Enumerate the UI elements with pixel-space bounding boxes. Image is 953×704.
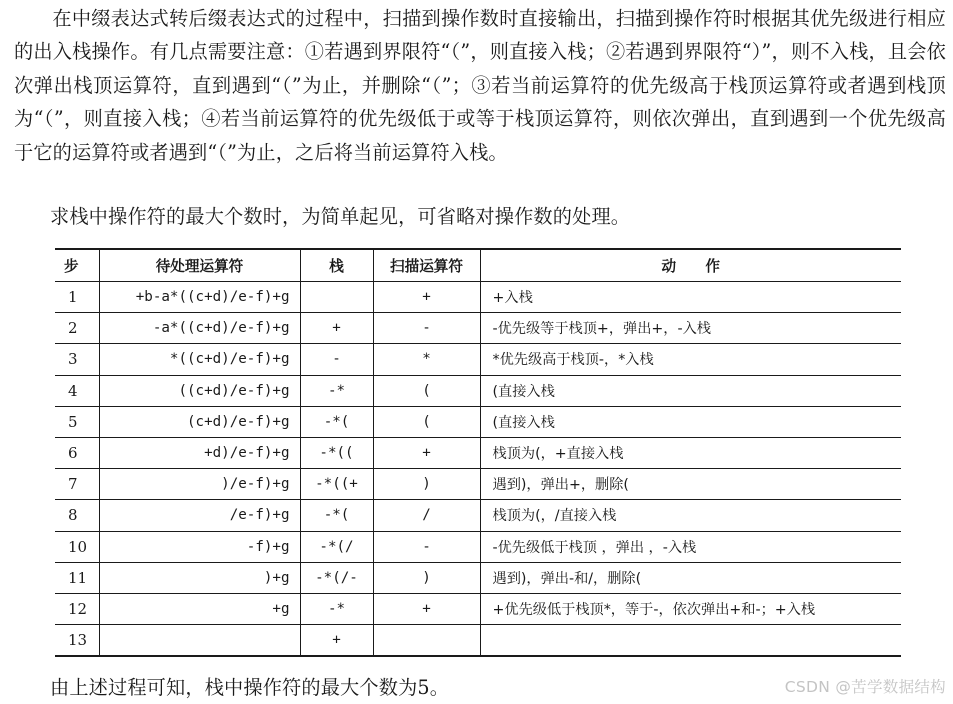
cell-action: 遇到)，弹出-和/，删除( <box>480 562 901 593</box>
cell-stack: -*( <box>300 406 373 437</box>
intro-text-block <box>14 2 946 169</box>
cell-action: (直接入栈 <box>480 375 901 406</box>
intro-paragraph: 在中缀表达式转后缀表达式的过程中，扫描到操作数时直接输出，扫描到操作符时根据其优先级进行相应的出入栈操作。有几点需要注意：①若遇到界限符“（”，则直接入栈；②若遇到界限符“）”，则不入栈，且会依次弹出栈顶运算符，直到遇到“（”为止，并删除“（”；③若当前运算符的优先级高于栈顶运算符或者遇到栈顶为“（”，则直接入栈；④若当前运算符的优先级低于或等于栈顶运算符，则依次弹出，直到遇到一个优先级高于它的运算符或者遇到“（”为止，之后将当前运算符入栈。 <box>14 7 946 164</box>
table-row <box>55 469 901 500</box>
cell-step: 3 <box>55 344 99 375</box>
cell-scanned-operator: ( <box>373 375 480 406</box>
cell-pending-operators: (c+d)/e-f)+g <box>99 406 300 437</box>
cell-action <box>480 625 901 657</box>
cell-pending-operators: +g <box>99 593 300 624</box>
cell-pending-operators: +d)/e-f)+g <box>99 437 300 468</box>
cell-action: -优先级等于栈顶+，弹出+，-入栈 <box>480 313 901 344</box>
cell-stack: -*( <box>300 500 373 531</box>
cell-stack: -*((+ <box>300 469 373 500</box>
cell-stack: -*(/ <box>300 531 373 562</box>
header-action: 动 作 <box>480 249 901 282</box>
cell-step: 12 <box>55 593 99 624</box>
cell-pending-operators: -f)+g <box>99 531 300 562</box>
table-row <box>55 313 901 344</box>
cell-pending-operators: ((c+d)/e-f)+g <box>99 375 300 406</box>
cell-action: -优先级低于栈顶 ，弹出 ，-入栈 <box>480 531 901 562</box>
source-watermark: CSDN @苦学数据结构 <box>784 678 946 696</box>
cell-step: 7 <box>55 469 99 500</box>
table-row <box>55 500 901 531</box>
cell-pending-operators: )/e-f)+g <box>99 469 300 500</box>
cell-action: +入栈 <box>480 282 901 313</box>
cell-action: (直接入栈 <box>480 406 901 437</box>
cell-action: 栈顶为(，/直接入栈 <box>480 500 901 531</box>
header-scanned-operator: 扫描运算符 <box>373 249 480 282</box>
cell-action: 遇到)，弹出+，删除( <box>480 469 901 500</box>
header-pending-operators: 待处理运算符 <box>99 249 300 282</box>
cell-scanned-operator: + <box>373 282 480 313</box>
cell-pending-operators: )+g <box>99 562 300 593</box>
cell-pending-operators: /e-f)+g <box>99 500 300 531</box>
header-stack: 栈 <box>300 249 373 282</box>
cell-step: 2 <box>55 313 99 344</box>
table-row <box>55 625 901 657</box>
table-row <box>55 562 901 593</box>
cell-step: 10 <box>55 531 99 562</box>
cell-scanned-operator: ) <box>373 562 480 593</box>
cell-step: 6 <box>55 437 99 468</box>
cell-stack: + <box>300 313 373 344</box>
table-row <box>55 593 901 624</box>
cell-pending-operators: +b-a*((c+d)/e-f)+g <box>99 282 300 313</box>
cell-step: 5 <box>55 406 99 437</box>
simplification-note: 求栈中操作符的最大个数时，为简单起见，可省略对操作数的处理。 <box>50 205 631 228</box>
cell-scanned-operator: - <box>373 313 480 344</box>
cell-action: *优先级高于栈顶-，*入栈 <box>480 344 901 375</box>
table-row <box>55 344 901 375</box>
cell-pending-operators: *((c+d)/e-f)+g <box>99 344 300 375</box>
cell-scanned-operator: ) <box>373 469 480 500</box>
cell-scanned-operator: * <box>373 344 480 375</box>
cell-stack <box>300 282 373 313</box>
cell-scanned-operator <box>373 625 480 657</box>
cell-stack: -*(/- <box>300 562 373 593</box>
cell-stack: + <box>300 625 373 657</box>
cell-step: 13 <box>68 631 88 650</box>
cell-stack: -* <box>300 593 373 624</box>
table-row <box>55 375 901 406</box>
cell-step: 4 <box>55 375 99 406</box>
table-row <box>55 531 901 562</box>
cell-scanned-operator: + <box>373 593 480 624</box>
cell-scanned-operator: + <box>373 437 480 468</box>
table-header-row <box>55 249 901 282</box>
cell-stack: -* <box>300 375 373 406</box>
cell-action: +优先级低于栈顶*，等于-，依次弹出+和-；+入栈 <box>480 593 901 624</box>
cell-pending-operators: -a*((c+d)/e-f)+g <box>99 313 300 344</box>
cell-stack: - <box>300 344 373 375</box>
cell-step: 11 <box>55 562 99 593</box>
cell-action: 栈顶为(，+直接入栈 <box>480 437 901 468</box>
table-row <box>55 406 901 437</box>
conclusion-text: 由上述过程可知，栈中操作符的最大个数为5。 <box>50 676 450 699</box>
cell-step: 8 <box>55 500 99 531</box>
table-body <box>55 282 901 657</box>
cell-pending-operators <box>99 625 300 657</box>
header-step: 步 <box>55 249 99 282</box>
table-row <box>55 437 901 468</box>
conversion-steps-table <box>55 248 901 657</box>
cell-scanned-operator: / <box>373 500 480 531</box>
cell-scanned-operator: - <box>373 531 480 562</box>
cell-stack: -*(( <box>300 437 373 468</box>
cell-scanned-operator: ( <box>373 406 480 437</box>
cell-step: 1 <box>55 282 99 313</box>
table-row <box>55 282 901 313</box>
